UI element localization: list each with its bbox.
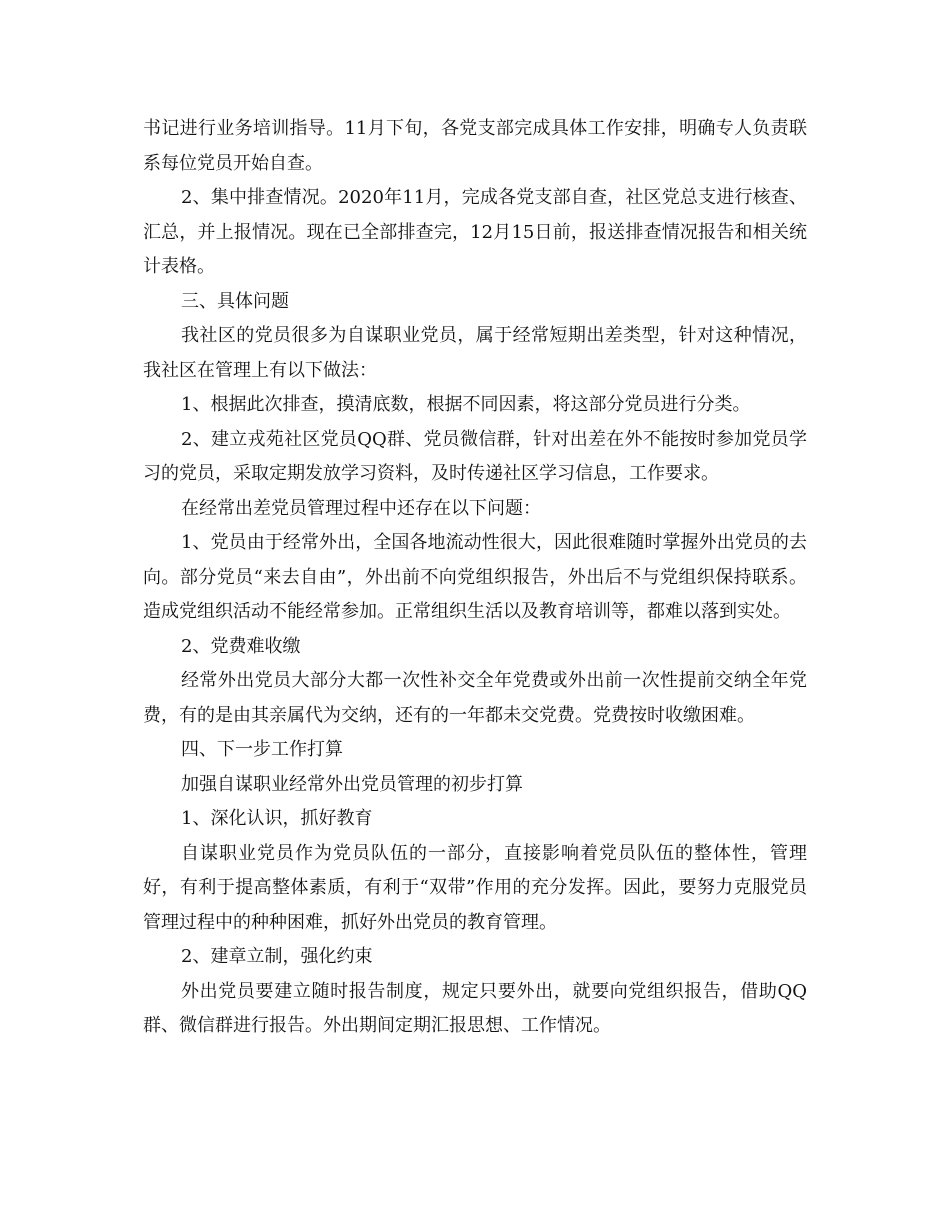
paragraph-7: 在经常出差党员管理过程中还存在以下问题： [181, 497, 541, 519]
paragraph-12: 加强自谋职业经常外出党员管理的初步打算 [181, 773, 523, 795]
paragraph-2: 2、集中排查情况。2020年11月，完成各党支部自查，社区党总支进行核查、汇总，并上报情况。现在已全部排查完，12月15日前，报送排查情况报告和相关统计表格。 [143, 187, 807, 277]
paragraph-4: 我社区的党员很多为自谋职业党员，属于经常短期出差类型，针对这种情况，我社区在管理上有以下做法： [143, 325, 807, 381]
paragraph-10: 经常外出党员大部分大都一次性补交全年党费或外出前一次性提前交纳全年党费，有的是由其亲属代为交纳，还有的一年都未交党费。党费按时收缴困难。 [143, 670, 807, 726]
paragraph-8: 1、党员由于经常外出，全国各地流动性很大，因此很难随时掌握外出党员的去向。部分党员“来去自由”，外出前不向党组织报告，外出后不与党组织保持联系。造成党组织活动不能经常参加。正常组织生活以及教育培训等，都难以落到实处。 [143, 532, 807, 622]
section-heading-11: 四、下一步工作打算 [181, 739, 343, 760]
paragraph-14: 自谋职业党员作为党员队伍的一部分，直接影响着党员队伍的整体性，管理好，有利于提高整体素质，有利于“双带”作用的充分发挥。因此，要努力克服党员管理过程中的种种困难，抓好外出党员的教育管理。 [143, 842, 807, 933]
subheading-15: 2、建章立制，强化约束 [181, 946, 373, 967]
paragraph-1: 书记进行业务培训指导。11月下旬，各党支部完成具体工作安排，明确专人负责联系每位党员开始自查。 [143, 118, 807, 174]
section-heading-3: 三、具体问题 [181, 290, 289, 312]
paragraph-5: 1、根据此次排查，摸清底数，根据不同因素，将这部分党员进行分类。 [181, 394, 751, 415]
subheading-13: 1、深化认识，抓好教育 [181, 808, 373, 829]
paragraph-6: 2、建立戎苑社区党员QQ群、党员微信群，针对出差在外不能按时参加党员学习的党员，采取定期发放学习资料，及时传递社区学习信息，工作要求。 [143, 428, 807, 484]
paragraph-16: 外出党员要建立随时报告制度，规定只要外出，就要向党组织报告，借助QQ群、微信群进行报告。外出期间定期汇报思想、工作情况。 [143, 980, 807, 1036]
document-body [143, 112, 807, 1044]
subheading-9: 2、党费难收缴 [181, 635, 301, 657]
